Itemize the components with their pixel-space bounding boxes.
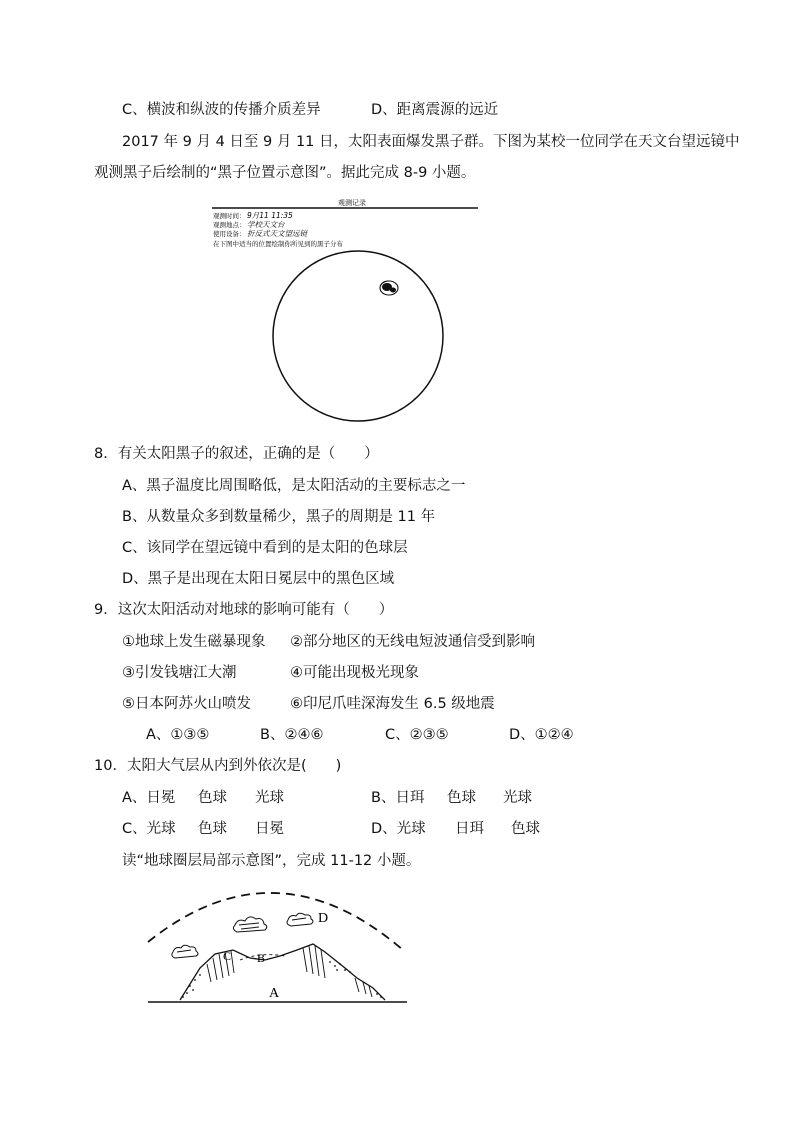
sunspot-figure-svg [210,196,480,428]
record-place-handwritten: 学校天文台 [247,220,285,229]
label-c: C [223,949,232,963]
q9-stem: 9．这次太阳活动对地球的影响可能有（ ） [94,602,394,618]
sediment-dots [182,961,382,998]
q10-option-b-3: 光球 [503,790,532,806]
q9-option-b: B、②④⑥ [260,727,324,743]
prev-option-d: D、距离震源的远近 [371,102,499,118]
q10-option-d-2: 日珥 [455,821,484,837]
q8-option-d: D、黑子是出现在太阳日冕层中的黑色区域 [122,571,395,587]
q10-option-a-1: A、日冕 [122,790,176,806]
q10-option-b-2: 色球 [447,790,476,806]
q8-stem: 8．有关太阳黑子的叙述，正确的是（ ） [94,446,379,462]
record-time-handwritten: 9月11 11:35 [247,211,293,220]
prev-option-c: C、横波和纵波的传播介质差异 [122,102,321,118]
label-a: A [269,986,280,1001]
sunspot-group [380,281,398,295]
q9-item-3: ③引发钱塘江大潮 [122,665,237,681]
record-instruction: 在下图中适当的位置绘制你所见到的黑子分布 [213,240,343,248]
q10-option-c-3: 日冕 [255,821,284,837]
record-device-label: 使用设备： [213,230,246,238]
record-header: 观测记录 [338,199,366,207]
cloud-icon [233,917,266,932]
q10-option-c-1: C、光球 [122,821,176,837]
label-b: B [257,951,266,965]
record-time-label: 观测时间： [213,212,246,220]
q10-option-a-3: 光球 [255,790,284,806]
q9-item-2: ②部分地区的无线电短波通信受到影响 [290,634,535,650]
q9-option-d: D、①②④ [509,727,574,743]
q8-option-a: A、黑子温度比周围略低，是太阳活动的主要标志之一 [122,478,466,494]
q10-stem: 10．太阳大气层从内到外依次是( ) [94,758,342,774]
q10-option-b-1: B、日珥 [371,790,425,806]
q9-item-6: ⑥印尼爪哇深海发生 6.5 级地震 [290,696,495,712]
q10-option-d-3: 色球 [511,821,540,837]
earth-spheres-figure [145,880,410,1008]
read-prompt: 读“地球圈层局部示意图”，完成 11-12 小题。 [122,853,421,869]
q10-option-c-2: 色球 [198,821,227,837]
sunspot-observation-figure [210,196,480,428]
q9-item-5: ⑤日本阿苏火山喷发 [122,696,251,712]
intro-paragraph-line2: 观测黑子后绘制的“黑子位置示意图”。据此完成 8-9 小题。 [94,165,476,181]
q9-option-a: A、①③⑤ [146,727,210,743]
q10-option-a-2: 色球 [198,790,227,806]
q9-item-1: ①地球上发生磁暴现象 [122,634,266,650]
q8-option-b: B、从数量众多到数量稀少，黑子的周期是 11 年 [122,509,436,525]
mountain-outline [180,944,385,1000]
intro-paragraph-line1: 2017 年 9 月 4 日至 9 月 11 日，太阳表面爆发黑子群。下图为某校一位同学在天文台望远镜中 [122,134,740,150]
record-device-handwritten: 折反式天文望远镜 [247,229,307,238]
cloud-icon [287,913,313,926]
q9-item-4: ④可能出现极光现象 [290,665,419,681]
cloud-icon [172,945,198,958]
record-place-label: 观测地点： [213,221,246,229]
sun-disk [273,251,443,421]
q8-option-c: C、该同学在望远镜中看到的是太阳的色球层 [122,540,408,556]
label-d: D [318,911,329,926]
mountain-hatch [207,946,372,997]
atmosphere-boundary [148,893,403,950]
q9-option-c: C、②③⑤ [385,727,449,743]
earth-spheres-svg [145,880,410,1008]
q10-option-d-1: D、光球 [371,821,426,837]
